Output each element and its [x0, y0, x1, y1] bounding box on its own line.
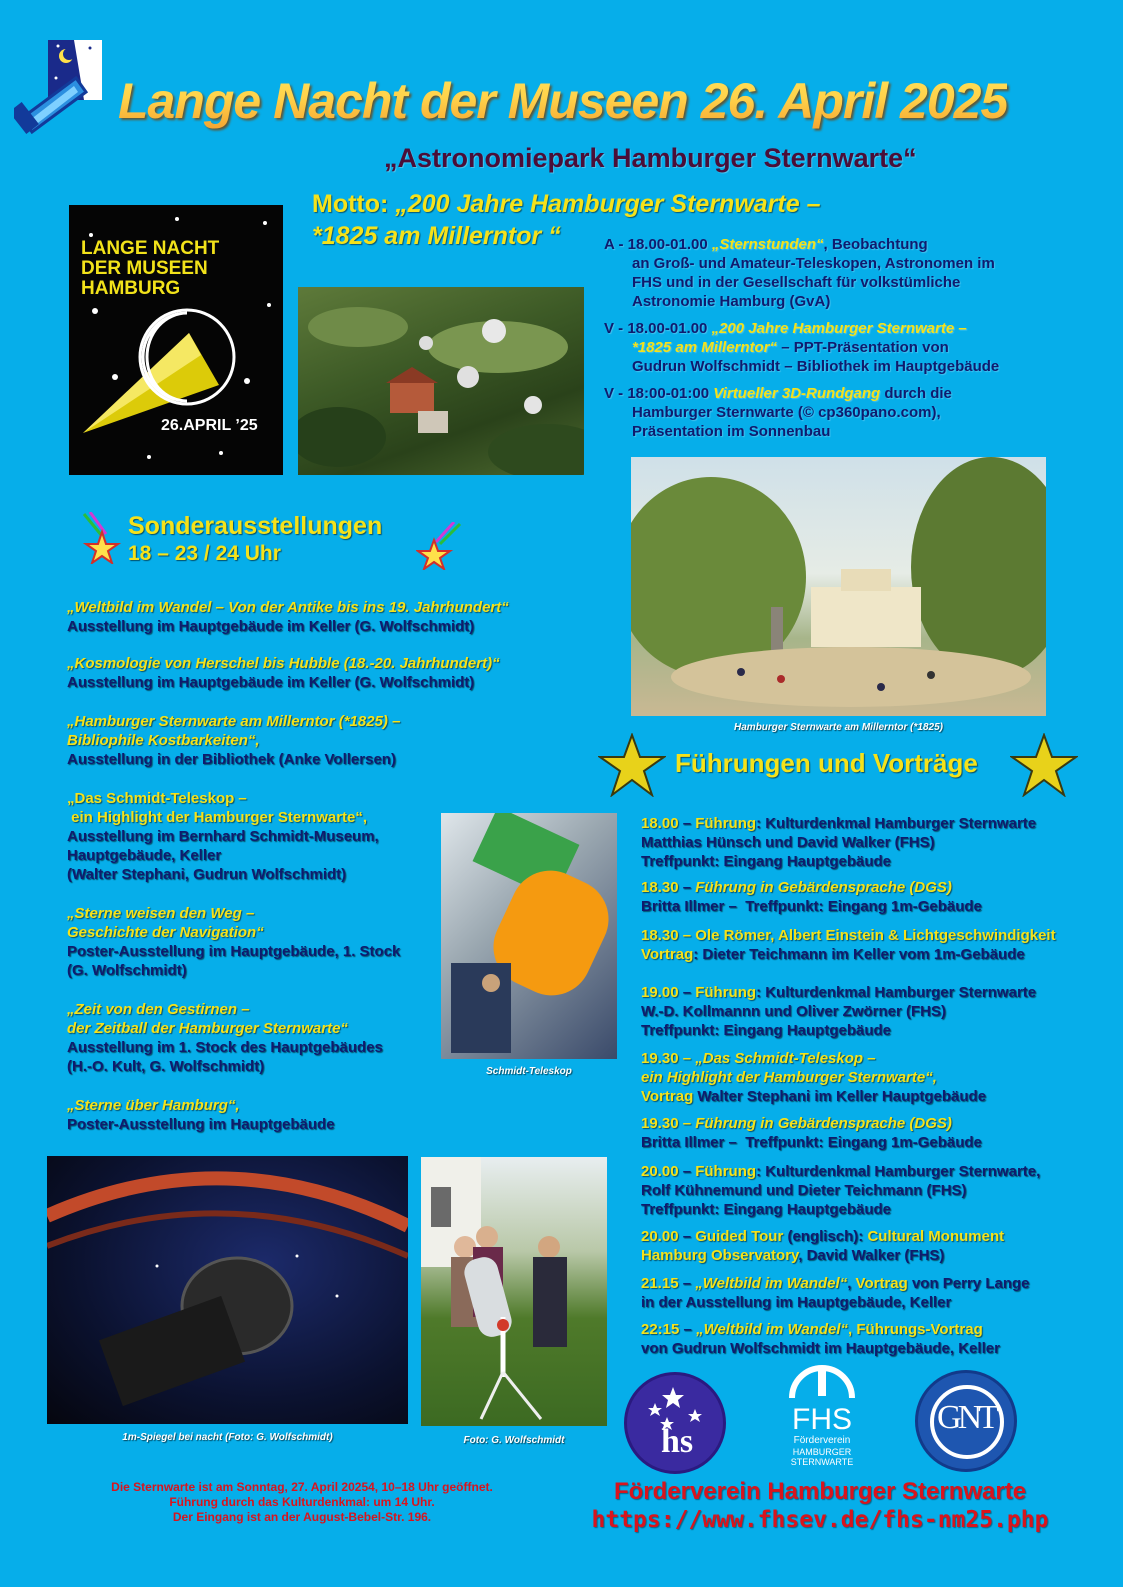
event-item: [641, 878, 1111, 916]
exhibition-item: [67, 789, 437, 884]
event-text: Rolf Kühnemund und Dieter Teichmann (FHS): [641, 1182, 967, 1199]
event-text: , David Walker (FHS): [798, 1247, 945, 1264]
motto-line1: „200 Jahre Hamburger Sternwarte –: [395, 190, 821, 218]
event-item: [641, 1274, 1111, 1312]
event-kind: Vortrag: [641, 946, 694, 963]
note-line: Die Sternwarte ist am Sonntag, 27. April 20254, 10–18 Uhr geöffnet.: [111, 1480, 493, 1494]
event-item: [641, 1162, 1111, 1219]
fhs-logo-sub: Förderverein: [793, 1435, 851, 1446]
lange-nacht-poster: [69, 205, 283, 475]
note-line: Der Eingang ist an der August-Bebel-Str. 196.: [172, 1510, 432, 1524]
event-kind: Führung in Gebärdensprache (DGS): [695, 1115, 952, 1132]
event-dash: –: [678, 1115, 696, 1132]
event-time: 19.30: [641, 1115, 679, 1132]
prog-a-rest: , Beobachtung: [823, 236, 928, 253]
hs-logo-text: hs: [661, 1423, 694, 1460]
event-time: 21.15: [641, 1275, 679, 1292]
garden-telescope-photo: [421, 1157, 607, 1426]
poster-line3: HAMBURG: [81, 278, 181, 299]
event-dash: –: [679, 1321, 697, 1338]
event-text: Treffpunkt: Eingang Hauptgebäude: [641, 1201, 891, 1218]
millerntor-caption: Hamburger Sternwarte am Millerntor (*1825): [734, 722, 943, 733]
sonder-heading: [128, 512, 382, 568]
fhs-logo-text: FHS: [792, 1403, 852, 1436]
prog-a-code: A - 18.00-01.00: [604, 236, 712, 253]
poster-line1: LANGE NACHT: [81, 238, 220, 259]
event-text: Treffpunkt: Eingang Hauptgebäude: [641, 853, 891, 870]
page-subtitle: „Astronomiepark Hamburger Sternwarte“: [384, 143, 917, 173]
prog-v1-title: „200 Jahre Hamburger Sternwarte –: [711, 320, 967, 337]
exhibition-desc: Ausstellung im 1. Stock des Hauptgebäudes: [67, 1039, 383, 1056]
star-icon: [598, 733, 666, 797]
exhibition-title: Bibliophile Kostbarkeiten“,: [67, 732, 260, 749]
event-dash: –: [678, 1163, 696, 1180]
gnt-logo-text: GNT: [937, 1399, 995, 1436]
event-kind: Vortrag: [641, 1088, 694, 1105]
event-dash: –: [678, 1228, 696, 1245]
footer: [560, 1478, 1080, 1534]
page-title: Lange Nacht der Museen 26. April 2025: [118, 73, 1008, 129]
prog-v1-title2: *1825 am Millerntor“: [632, 339, 778, 356]
shooting-star-icon: [80, 512, 122, 564]
event-text: Britta Illmer – Treffpunkt: Eingang 1m-Gebäude: [641, 898, 982, 915]
event-time: 19.00: [641, 984, 679, 1001]
poster-date: 26.APRIL ’25: [161, 417, 258, 434]
event-kind: Führung: [695, 1163, 757, 1180]
exhibition-title: „Kosmologie von Herschel bis Hubble (18.-20. Jahrhundert)“: [67, 655, 500, 672]
event-time: 19.30: [641, 1050, 679, 1067]
note-line: Führung durch das Kulturdenkmal: um 14 Uhr.: [169, 1495, 435, 1509]
star-icon: [1010, 733, 1078, 797]
exhibition-desc: Ausstellung im Hauptgebäude im Keller (G. Wolfschmidt): [67, 618, 475, 635]
exhibition-title: „Sterne über Hamburg“,: [67, 1097, 240, 1114]
exhibition-item: [67, 1096, 437, 1134]
exhibition-title: „Weltbild im Wandel – Von der Antike bis ins 19. Jahrhundert“: [67, 599, 509, 616]
poster-line2: DER MUSEEN: [81, 258, 208, 279]
event-kind: „Weltbild im Wandel“: [696, 1321, 849, 1338]
event-dash: –: [678, 1275, 696, 1292]
motto-line2: *1825 am Millerntor “: [312, 222, 561, 250]
event-text: : Kulturdenkmal Hamburger Sternwarte: [756, 984, 1037, 1001]
prog-v1-line: Gudrun Wolfschmidt – Bibliothek im Hauptgebäude: [632, 358, 1000, 375]
event-text: (englisch):: [783, 1228, 868, 1245]
event-item: [641, 1227, 1111, 1265]
programme-block: [604, 235, 1104, 441]
prog-v2-line: Hamburger Sternwarte (© cp360pano.com),: [632, 404, 941, 421]
schmidt-telescope-photo: [441, 813, 617, 1059]
event-kind: „Das Schmidt-Teleskop –: [695, 1050, 876, 1067]
exhibition-title: der Zeitball der Hamburger Sternwarte“: [67, 1020, 348, 1037]
event-time: 22:15: [641, 1321, 680, 1338]
gnt-logo: [915, 1370, 1017, 1472]
exhibition-title: „Das Schmidt-Teleskop –: [67, 790, 247, 807]
prog-v2-code: V - 18:00-01:00: [604, 385, 714, 402]
event-text: in der Ausstellung im Hauptgebäude, Keller: [641, 1294, 952, 1311]
event-dash: –: [678, 984, 696, 1001]
exhibition-item: [67, 712, 547, 769]
observatory-dome-icon: [782, 1360, 862, 1400]
event-item: [641, 983, 1111, 1040]
prog-v2-rest: durch die: [880, 385, 952, 402]
fhs-logo: [782, 1360, 862, 1472]
millerntor-painting: [631, 457, 1046, 716]
garden-caption: Foto: G. Wolfschmidt: [463, 1435, 565, 1446]
event-dash: –: [678, 815, 696, 832]
prog-a-line: Astronomie Hamburg (GvA): [632, 293, 831, 310]
event-text: Treffpunkt: Eingang Hauptgebäude: [641, 1022, 891, 1039]
exhibition-desc: Poster-Ausstellung im Hauptgebäude, 1. Stock: [67, 943, 401, 960]
event-kind: , Führungs-Vortrag: [848, 1321, 983, 1338]
exhibition-desc: Ausstellung in der Bibliothek (Anke Vollersen): [67, 751, 396, 768]
fhs-logo-sub: STERNWARTE: [790, 1457, 854, 1467]
opening-note: [52, 1480, 552, 1525]
event-text: von Perry Lange: [907, 1275, 1030, 1292]
exhibition-title: „Hamburger Sternwarte am Millerntor (*1825) –: [67, 713, 401, 730]
event-kind: Vortrag: [855, 1275, 908, 1292]
shooting-star-icon: [416, 522, 462, 570]
exhibition-desc: Ausstellung im Hauptgebäude im Keller (G. Wolfschmidt): [67, 674, 475, 691]
schmidt-caption: Schmidt-Teleskop: [486, 1066, 572, 1077]
event-dash: –: [678, 927, 696, 944]
aerial-photo: [298, 287, 584, 475]
mirror-caption: 1m-Spiegel bei nacht (Foto: G. Wolfschmidt): [122, 1432, 333, 1443]
exhibition-title: „Sterne weisen den Weg –: [67, 905, 255, 922]
exhibition-desc: Poster-Ausstellung im Hauptgebäude: [67, 1116, 335, 1133]
event-text: : Kulturdenkmal Hamburger Sternwarte: [756, 815, 1037, 832]
exhibition-item: [67, 598, 547, 636]
event-time: 18.30: [641, 879, 679, 896]
telescope-logo-icon: [14, 38, 108, 138]
exhibition-desc: (Walter Stephani, Gudrun Wolfschmidt): [67, 866, 347, 883]
event-item: [641, 1049, 1111, 1106]
footer-org: Förderverein Hamburger Sternwarte: [613, 1478, 1027, 1505]
prog-v1-rest: – PPT-Präsentation von: [777, 339, 949, 356]
fhs-logo-sub: HAMBURGER: [792, 1447, 852, 1457]
event-kind: Hamburg Observatory: [641, 1247, 799, 1264]
exhibition-desc: Hauptgebäude, Keller: [67, 847, 222, 864]
prog-v2-line: Präsentation im Sonnenbau: [632, 423, 831, 440]
event-text: Matthias Hünsch und David Walker (FHS): [641, 834, 935, 851]
event-item: [641, 814, 1111, 871]
prog-a-line: an Groß- und Amateur-Teleskopen, Astronomen im: [632, 255, 995, 272]
exhibition-desc: (H.-O. Kult, G. Wolfschmidt): [67, 1058, 265, 1075]
event-time: 20.00: [641, 1163, 679, 1180]
event-dash: –: [678, 1050, 696, 1067]
event-time: 18.00: [641, 815, 679, 832]
event-time: 20.00: [641, 1228, 679, 1245]
exhibition-title: ein Highlight der Hamburger Sternwarte“,: [67, 809, 368, 826]
motto-prefix: Motto:: [312, 190, 389, 218]
sonder-title: Sonderausstellungen: [128, 512, 383, 540]
exhibition-item: [67, 1000, 437, 1076]
exhibition-item: [67, 654, 547, 692]
event-dash: –: [678, 879, 696, 896]
event-kind: Führung: [695, 984, 757, 1001]
prog-v2-title: Virtueller 3D-Rundgang: [713, 385, 881, 402]
prog-a-title: „Sternstunden“: [711, 236, 824, 253]
exhibition-item: [67, 904, 437, 980]
footer-url-link[interactable]: https://www.fhsev.de/fhs-nm25.php: [591, 1507, 1049, 1533]
event-text: Britta Illmer – Treffpunkt: Eingang 1m-Gebäude: [641, 1134, 982, 1151]
event-time: 18.30: [641, 927, 679, 944]
prog-v1-code: V - 18.00-01.00: [604, 320, 712, 337]
event-item: [641, 926, 1121, 964]
event-kind: Führung: [695, 815, 757, 832]
event-text: : Dieter Teichmann im Keller vom 1m-Gebäude: [693, 946, 1025, 963]
event-text: Walter Stephani im Keller Hauptgebäude: [693, 1088, 987, 1105]
event-text: : Kulturdenkmal Hamburger Sternwarte,: [756, 1163, 1041, 1180]
event-item: [641, 1320, 1111, 1358]
exhibition-desc: (G. Wolfschmidt): [67, 962, 187, 979]
event-text: ,: [847, 1275, 856, 1292]
hs-logo: [624, 1372, 726, 1474]
mirror-night-photo: [47, 1156, 408, 1424]
prog-a-line: FHS und in der Gesellschaft für volkstümliche: [632, 274, 961, 291]
event-item: [641, 1114, 1111, 1152]
event-kind: „Weltbild im Wandel“: [695, 1275, 848, 1292]
exhibition-desc: Ausstellung im Bernhard Schmidt-Museum,: [67, 828, 379, 845]
event-text: von Gudrun Wolfschmidt im Hauptgebäude, Keller: [641, 1340, 1000, 1357]
event-kind: Ole Römer, Albert Einstein & Lichtgeschwindigkeit: [695, 927, 1056, 944]
event-kind: Führung in Gebärdensprache (DGS): [695, 879, 952, 896]
fuehrungen-title: Führungen und Vorträge: [675, 748, 978, 778]
event-kind: Guided Tour: [695, 1228, 784, 1245]
sonder-time: 18 – 23 / 24 Uhr: [128, 542, 281, 565]
event-text: W.-D. Kollmannn und Oliver Zwörner (FHS): [641, 1003, 947, 1020]
event-kind: Cultural Monument: [867, 1228, 1005, 1245]
exhibition-title: „Zeit von den Gestirnen –: [67, 1001, 250, 1018]
event-kind: ein Highlight der Hamburger Sternwarte“,: [641, 1069, 937, 1086]
exhibition-title: Geschichte der Navigation“: [67, 924, 264, 941]
